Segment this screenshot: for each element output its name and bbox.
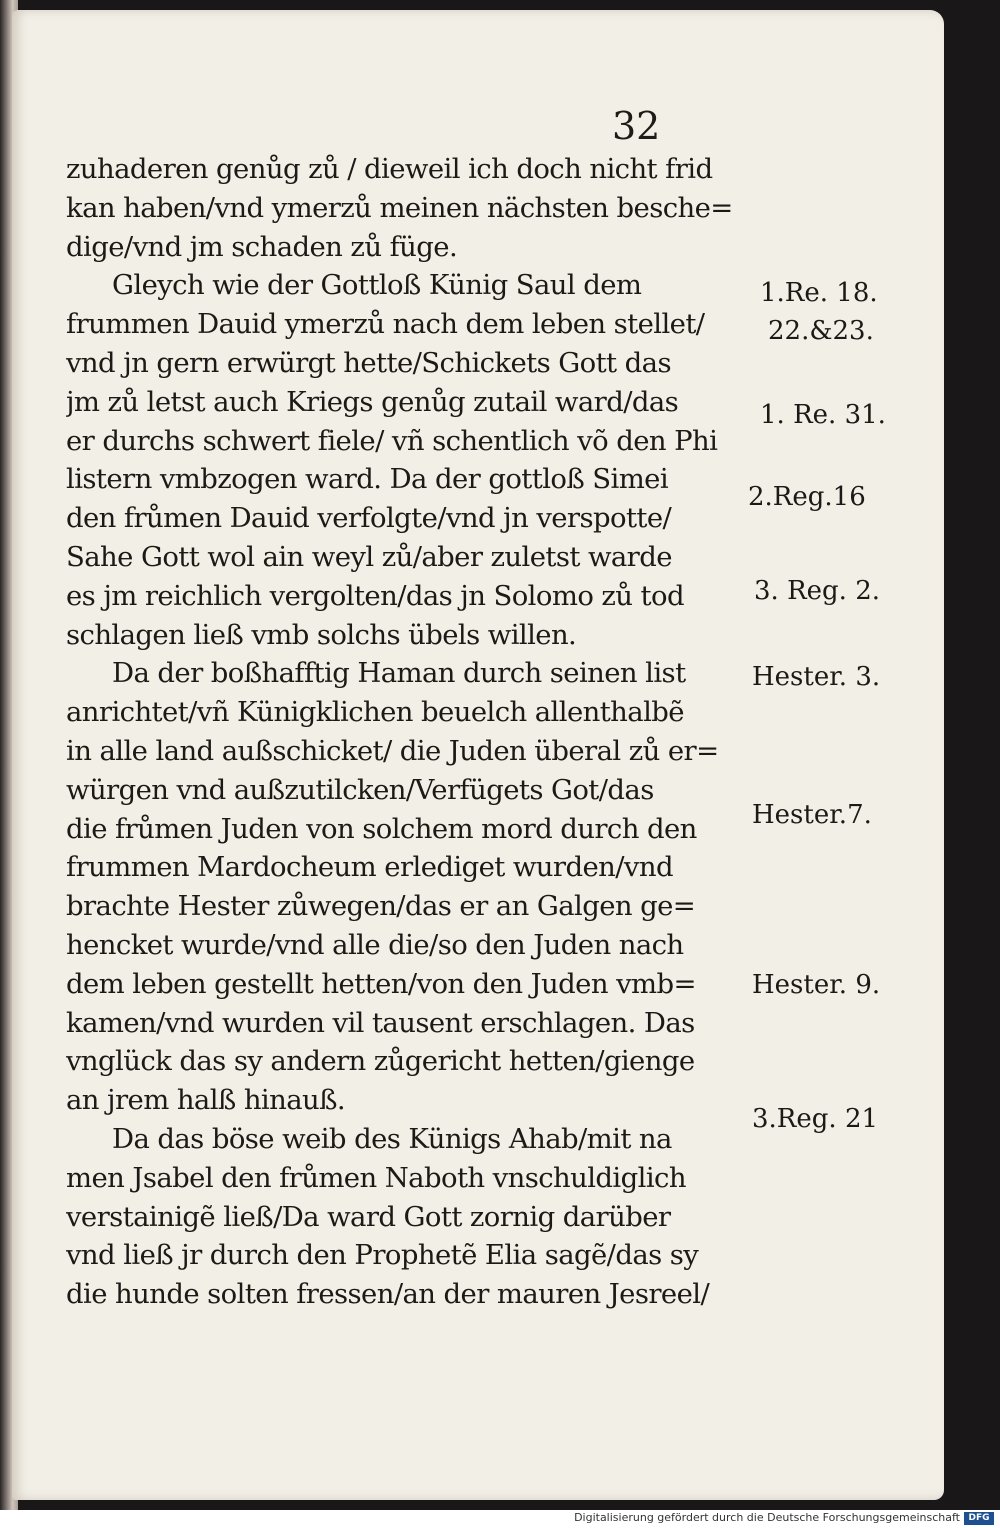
margin-note: Hester. 3. bbox=[752, 662, 881, 692]
text-line: vnd jn gern erwürgt hette/Schickets Gott das bbox=[66, 346, 671, 379]
text-line: frummen Mardocheum erlediget wurden/vnd bbox=[66, 851, 673, 884]
funding-notice: Digitalisierung gefördert durch die Deutsche Forschungsgemeinschaft bbox=[574, 1511, 960, 1524]
text-line: er durchs schwert fiele/ vñ schentlich võ den Phi bbox=[66, 424, 718, 457]
text-line: an jrem halß hinauß. bbox=[66, 1084, 346, 1117]
text-line: Sahe Gott wol ain weyl zů/aber zuletst warde bbox=[66, 540, 672, 573]
text-line: zuhaderen genůg zů / dieweil ich doch nicht frid bbox=[66, 153, 713, 185]
book-page bbox=[12, 10, 944, 1500]
text-line: listern vmbzogen ward. Da der gottloß Simei bbox=[66, 463, 669, 496]
text-line: es jm reichlich vergolten/das jn Solomo zů tod bbox=[66, 579, 684, 612]
text-line: frummen Dauid ymerzů nach dem leben stellet/ bbox=[66, 308, 705, 341]
footer-bar bbox=[0, 1510, 1000, 1528]
text-line: vnglück das sy andern zůgericht hetten/gienge bbox=[66, 1045, 695, 1078]
text-line: Gleych wie der Gottloß Künig Saul dem bbox=[112, 269, 642, 302]
margin-note: 22.&23. bbox=[768, 316, 874, 346]
text-line: kan haben/vnd ymerzů meinen nächsten besche= bbox=[66, 191, 733, 224]
text-line: verstainigẽ ließ/Da ward Gott zornig darüber bbox=[66, 1200, 671, 1233]
margin-note: 1. Re. 31. bbox=[760, 400, 886, 430]
margin-note: 2.Reg.16 bbox=[748, 482, 866, 512]
text-line: men Jsabel den frůmen Naboth vnschuldiglich bbox=[66, 1161, 686, 1194]
text-line: in alle land außschicket/ die Juden überal zů er= bbox=[66, 734, 719, 767]
text-line: jm zů letst auch Kriegs genůg zutail ward/das bbox=[66, 385, 679, 418]
text-line: kamen/vnd wurden vil tausent erschlagen. Das bbox=[66, 1006, 695, 1039]
text-line: hencket wurde/vnd alle die/so den Juden nach bbox=[66, 928, 684, 961]
text-line: anrichtet/vñ Künigklichen beuelch allenthalbẽ bbox=[66, 696, 684, 729]
text-line: brachte Hester zůwegen/das er an Galgen ge= bbox=[66, 890, 696, 923]
dfg-logo: DFG bbox=[964, 1512, 994, 1525]
margin-note: 3. Reg. 2. bbox=[754, 576, 881, 606]
text-line: würgen vnd außzutilcken/Verfügets Got/das bbox=[66, 773, 654, 806]
text-line: Da der boßhafftig Haman durch seinen list bbox=[112, 657, 686, 690]
margin-note: 3.Reg. 21 bbox=[752, 1104, 879, 1134]
main-text bbox=[66, 150, 756, 1314]
text-line: dige/vnd jm schaden zů füge. bbox=[66, 230, 458, 263]
text-line: schlagen ließ vmb solchs übels willen. bbox=[66, 618, 577, 651]
text-line: vnd ließ jr durch den Prophetẽ Elia sagẽ/das sy bbox=[66, 1239, 699, 1272]
text-line: dem leben gestellt hetten/von den Juden vmb= bbox=[66, 967, 696, 1000]
margin-note: Hester.7. bbox=[752, 800, 872, 830]
margin-note: Hester. 9. bbox=[752, 970, 881, 1000]
text-line: die hunde solten fressen/an der mauren Jesreel/ bbox=[66, 1278, 710, 1311]
text-line: die frůmen Juden von solchem mord durch den bbox=[66, 812, 697, 845]
text-line: Da das böse weib des Künigs Ahab/mit na bbox=[112, 1122, 672, 1155]
text-line: den frůmen Dauid verfolgte/vnd jn verspotte/ bbox=[66, 502, 672, 535]
margin-note: 1.Re. 18. bbox=[760, 278, 878, 308]
page-number: 32 bbox=[612, 104, 661, 148]
